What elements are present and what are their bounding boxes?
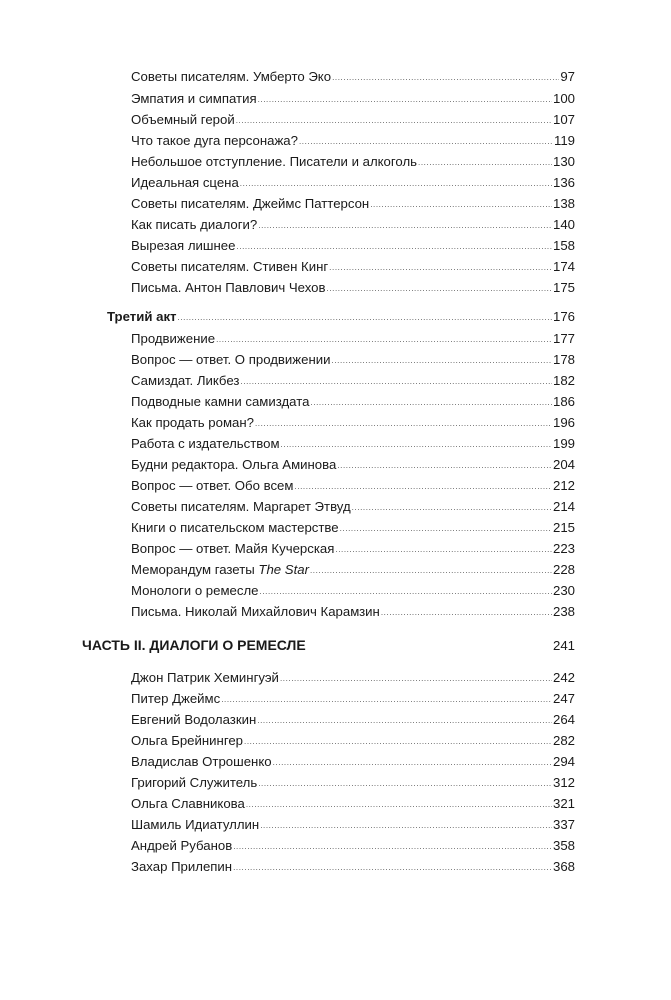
toc-entry-page: 177 (552, 331, 575, 346)
toc-entry-page: 223 (552, 541, 575, 556)
toc-part-page: 241 (552, 638, 575, 653)
toc-entry-title: Как продать роман? (131, 415, 254, 430)
toc-entry-page: 136 (552, 175, 575, 190)
toc-entry[interactable] (131, 668, 575, 688)
dot-leader (352, 498, 552, 518)
toc-entry-page: 196 (552, 415, 575, 430)
toc-entry-page: 312 (552, 775, 575, 790)
dot-leader (258, 774, 552, 794)
toc-entry-title: Будни редактора. Ольга Аминова (131, 457, 337, 472)
toc-entry-page: 158 (552, 238, 575, 253)
toc-entry-page: 228 (552, 562, 575, 577)
dot-leader (340, 519, 552, 539)
toc-entry-title: Шамиль Идиатуллин (131, 817, 260, 832)
dot-leader (370, 195, 552, 215)
toc-entry-title: Владислав Отрошенко (131, 754, 272, 769)
toc-entry[interactable] (131, 89, 575, 109)
toc-entry-page: 140 (552, 217, 575, 232)
toc-entry[interactable] (131, 836, 575, 856)
toc-entry[interactable] (131, 67, 575, 87)
toc-entry-title: Советы писателям. Джеймс Паттерсон (131, 196, 370, 211)
dot-leader (331, 351, 552, 371)
toc-entry-title: Джон Патрик Хемингуэй (131, 670, 279, 685)
toc-section-act3[interactable] (107, 307, 575, 327)
dot-leader (418, 153, 552, 173)
toc-entry[interactable] (131, 560, 575, 580)
toc-entry[interactable] (131, 110, 575, 130)
dot-leader (236, 111, 552, 131)
toc-entry-page: 186 (552, 394, 575, 409)
dot-leader (244, 732, 552, 752)
dot-leader (221, 690, 552, 710)
toc-entry[interactable] (131, 857, 575, 877)
toc-entry-page: 178 (552, 352, 575, 367)
toc-entry[interactable] (131, 392, 575, 412)
toc-entry-page: 174 (552, 259, 575, 274)
dot-leader (258, 90, 552, 110)
dot-leader (281, 435, 552, 455)
toc-entry-title: Григорий Служитель (131, 775, 258, 790)
toc-entry-title: Продвижение (131, 331, 216, 346)
toc-entry-title: Как писать диалоги? (131, 217, 258, 232)
toc-entry[interactable] (131, 752, 575, 772)
toc-entry[interactable] (131, 710, 575, 730)
toc-entry-page: 242 (552, 670, 575, 685)
toc-entry-title: Объемный герой (131, 112, 235, 127)
toc-entry-page: 247 (552, 691, 575, 706)
toc-entry[interactable] (131, 773, 575, 793)
dot-leader (310, 393, 552, 413)
toc-entry-title: Вопрос — ответ. Майя Кучерская (131, 541, 335, 556)
dot-leader (240, 174, 552, 194)
dot-leader (273, 753, 552, 773)
toc-entry-title: Письма. Николай Михайлович Карамзин (131, 604, 380, 619)
toc-entry[interactable] (131, 455, 575, 475)
dot-leader (260, 816, 552, 836)
dot-leader (236, 237, 552, 257)
dot-leader (327, 279, 552, 299)
toc-entry-title: Что такое дуга персонажа? (131, 133, 298, 148)
toc-entry-page: 337 (552, 817, 575, 832)
toc-entry-page: 199 (552, 436, 575, 451)
dot-leader (337, 456, 552, 476)
toc-entry[interactable] (131, 350, 575, 370)
dot-leader (233, 837, 552, 857)
toc-entry-page: 107 (552, 112, 575, 127)
toc-entry-title: Письма. Антон Павлович Чехов (131, 280, 326, 295)
dot-leader (246, 795, 552, 815)
dot-leader (381, 603, 552, 623)
dot-leader (257, 711, 552, 731)
toc-entry-title: Подводные камни самиздата (131, 394, 310, 409)
toc-entry[interactable] (131, 152, 575, 172)
toc-entry-title-text: Меморандум газеты (131, 562, 255, 577)
toc-entry-title: Советы писателям. Маргарет Этвуд (131, 499, 351, 514)
toc-entry[interactable] (131, 371, 575, 391)
toc-entry[interactable] (131, 173, 575, 193)
dot-leader (294, 477, 552, 497)
dot-leader (299, 132, 553, 152)
toc-part-title: ЧАСТЬ II. ДИАЛОГИ О РЕМЕСЛЕ (82, 637, 306, 653)
toc-entry-page: 321 (552, 796, 575, 811)
toc-entry-title: Книги о писательском мастерстве (131, 520, 339, 535)
toc-entry[interactable] (131, 215, 575, 235)
toc-entry-title: Советы писателям. Стивен Кинг (131, 259, 329, 274)
dot-leader (233, 858, 552, 878)
toc-entry-title: Ольга Славникова (131, 796, 245, 811)
dot-leader (240, 372, 552, 392)
toc-entry[interactable] (131, 236, 575, 256)
toc-entry[interactable] (131, 131, 575, 151)
toc-entry[interactable] (131, 518, 575, 538)
dot-leader (216, 330, 552, 350)
toc-entry-title: Самиздат. Ликбез (131, 373, 240, 388)
toc-entry-title: Вопрос — ответ. Обо всем (131, 478, 294, 493)
toc-entry-title: Евгений Водолазкин (131, 712, 257, 727)
toc-entry-title: Питер Джеймс (131, 691, 221, 706)
toc-entry[interactable] (131, 689, 575, 709)
toc-entry-page: 204 (552, 457, 575, 472)
toc-entry-page: 238 (552, 604, 575, 619)
toc-entry-title: Работа с издательством (131, 436, 280, 451)
toc-entry-page: 100 (552, 91, 575, 106)
toc-entry[interactable] (131, 278, 575, 298)
toc-entry-page: 138 (552, 196, 575, 211)
toc-entry-page: 368 (552, 859, 575, 874)
dot-leader (280, 669, 552, 689)
dot-leader (310, 561, 552, 581)
toc-entry[interactable] (131, 257, 575, 277)
toc-section-title: Третий акт (107, 309, 177, 324)
dot-leader (329, 258, 552, 278)
dot-leader (258, 216, 552, 236)
toc-entry-title: Советы писателям. Умберто Эко (131, 69, 332, 84)
toc-section-page: 176 (552, 309, 575, 324)
toc-entry-page: 175 (552, 280, 575, 295)
toc-entry[interactable] (131, 794, 575, 814)
toc-entry[interactable] (131, 413, 575, 433)
toc-entry[interactable] (131, 329, 575, 349)
toc-entry[interactable] (131, 497, 575, 517)
toc-entry-page: 264 (552, 712, 575, 727)
toc-entry-page: 212 (552, 478, 575, 493)
toc-entry-page: 214 (552, 499, 575, 514)
dot-leader (178, 308, 552, 328)
dot-leader (335, 540, 552, 560)
toc-entry-page: 294 (552, 754, 575, 769)
toc-entry[interactable] (131, 194, 575, 214)
toc-entry-page: 282 (552, 733, 575, 748)
toc-entry-page: 182 (552, 373, 575, 388)
toc-entry[interactable] (131, 476, 575, 496)
toc-entry-title: Небольшое отступление. Писатели и алкоголь (131, 154, 418, 169)
toc-entry-page: 230 (552, 583, 575, 598)
toc-entry-page: 358 (552, 838, 575, 853)
toc-entry-title: Монологи о ремесле (131, 583, 259, 598)
toc-entry-title: Вопрос — ответ. О продвижении (131, 352, 331, 367)
toc-entry-title-italic: The Star (258, 562, 309, 577)
dot-leader (255, 414, 552, 434)
toc-entry-title: Вырезая лишнее (131, 238, 236, 253)
toc-entry[interactable] (131, 815, 575, 835)
toc-entry[interactable] (131, 434, 575, 454)
toc-entry-title: Эмпатия и симпатия (131, 91, 257, 106)
dot-leader (332, 68, 559, 88)
toc-entry-title: Идеальная сцена (131, 175, 239, 190)
toc-entry-title (131, 560, 309, 580)
dot-leader (260, 582, 552, 602)
toc-entry-page: 130 (552, 154, 575, 169)
toc-part-2[interactable] (82, 635, 575, 655)
toc-entry-page: 119 (553, 133, 575, 148)
toc-entry[interactable] (131, 581, 575, 601)
toc-entry[interactable] (131, 731, 575, 751)
toc-entry-title: Ольга Брейнингер (131, 733, 244, 748)
toc-entry-page: 97 (560, 69, 575, 84)
toc-entry-title: Андрей Рубанов (131, 838, 233, 853)
toc-entry[interactable] (131, 539, 575, 559)
toc-entry[interactable] (131, 602, 575, 622)
toc-entry-title: Захар Прилепин (131, 859, 233, 874)
toc-entry-page: 215 (552, 520, 575, 535)
